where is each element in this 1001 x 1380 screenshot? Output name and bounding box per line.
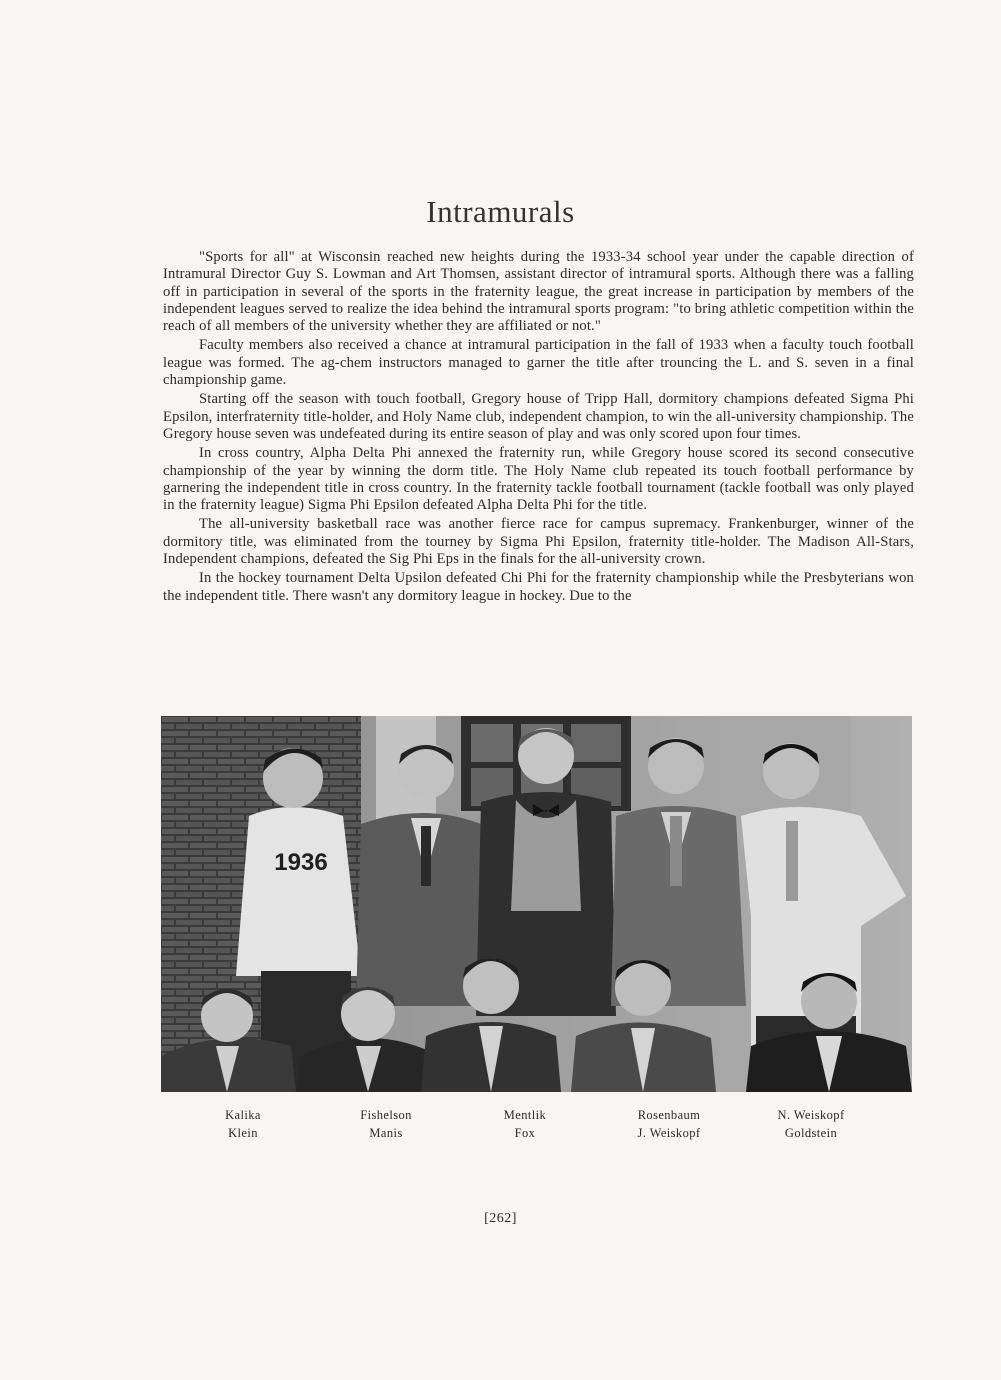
caption-name: Fishelson xyxy=(360,1108,412,1122)
article-body xyxy=(163,249,914,607)
caption-column xyxy=(311,1106,461,1142)
caption-name: Fox xyxy=(514,1126,536,1140)
page-number: [262] xyxy=(484,1211,517,1226)
caption-name: Manis xyxy=(369,1126,403,1140)
caption-name: J. Weiskopf xyxy=(637,1126,701,1140)
team-photo xyxy=(161,716,912,1092)
caption-name: Mentlik xyxy=(503,1108,547,1122)
photo-caption xyxy=(163,1106,914,1146)
team-photo-illustration xyxy=(161,716,912,1092)
article-paragraph: Faculty members also received a chance at intramural participation in the fall of 1933 when a faculty touch football league was formed. The ag-chem instructors managed to garner the title after trouncing the L. and S. seven in a final championship game. xyxy=(163,337,914,389)
caption-column xyxy=(594,1106,744,1142)
caption-name: Klein xyxy=(228,1126,258,1140)
caption-name: N. Weiskopf xyxy=(777,1108,845,1122)
article-paragraph: In cross country, Alpha Delta Phi annexed the fraternity run, while Gregory house scored its second consecutive championship of the year by winning the dorm title. The Holy Name club repeated its touch football performance by garnering the independent title in cross country. In the fraternity tackle football tournament (tackle football was only played in the fraternity league) Sigma Phi Epsilon defeated Alpha Delta Phi for the title. xyxy=(163,445,914,514)
caption-name: Rosenbaum xyxy=(637,1108,701,1122)
article-paragraph: The all-university basketball race was another fierce race for campus supremacy. Frankenburger, winner of the dormitory title, was eliminated from the tourney by Sigma Phi Epsilon, fraternity title-holder. The Madison All-Stars, Independent champions, defeated the Sig Phi Eps in the finals for the all-university crown. xyxy=(163,516,914,568)
caption-name: Goldstein xyxy=(784,1126,838,1140)
article-paragraph: "Sports for all" at Wisconsin reached new heights during the 1933-34 school year under the capable direction of Intramural Director Guy S. Lowman and Art Thomsen, assistant director of intramural sports. Although there was a falling off in participation in several of the sports in the fraternity league, the great increase in participation by members of the independent leagues served to realize the idea behind the intramural sports program: "to bring athletic competition within the reach of all members of the university whether they are affiliated or not." xyxy=(163,249,914,335)
caption-column xyxy=(736,1106,886,1142)
caption-column xyxy=(168,1106,318,1142)
article-paragraph: In the hockey tournament Delta Upsilon defeated Chi Phi for the fraternity championship while the Presbyterians won the independent title. There wasn't any dormitory league in hockey. Due to the xyxy=(163,570,914,604)
article-paragraph: Starting off the season with touch football, Gregory house of Tripp Hall, dormitory champions defeated Sigma Phi Epsilon, interfraternity title-holder, and Holy Name club, independent champion, to win the all-university championship. The Gregory house seven was undefeated during its entire season of play and was only scored upon four times. xyxy=(163,391,914,442)
person-figure xyxy=(236,807,361,976)
sweater-number: 1936 xyxy=(274,849,328,876)
caption-column xyxy=(450,1106,600,1142)
caption-name: Kalika xyxy=(225,1108,261,1122)
page-title: Intramurals xyxy=(426,194,575,229)
